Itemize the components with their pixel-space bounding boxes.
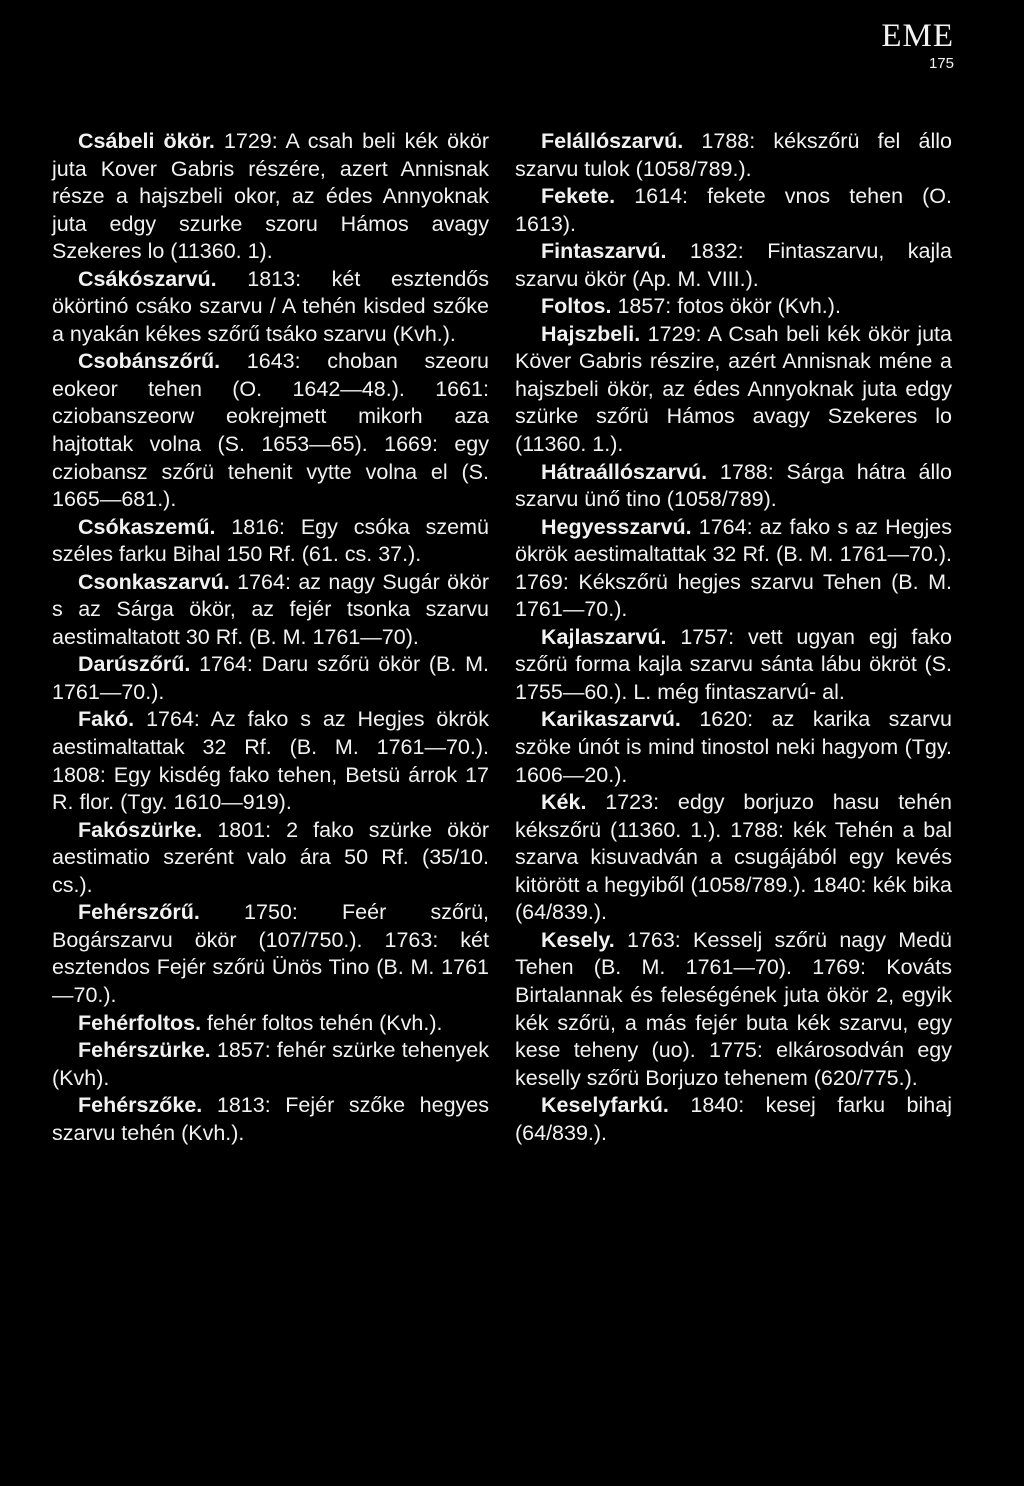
entry-headword: Fehérszürke.	[78, 1038, 211, 1063]
entry-headword: Fakó.	[78, 707, 135, 732]
entry-text: 1764: az nagy Sugár ökör s az Sárga ökör, az fejér tsonka szarvu aestimaltatott 30 Rf. (B. M. 1761—70).	[52, 569, 489, 649]
dictionary-entry	[515, 128, 952, 183]
entry-headword: Csábeli ökör.	[78, 129, 215, 153]
entry-text: 1788: kékszőrü fel állo szarvu tulok (1058/789.).	[515, 129, 952, 181]
entry-headword: Fehérszőke.	[78, 1093, 203, 1118]
entry-text: 1857: fehér szürke tehenyek (Kvh).	[52, 1038, 489, 1090]
running-head: EME	[881, 18, 954, 54]
dictionary-entry	[52, 706, 489, 816]
entry-headword: Csákószarvú.	[78, 266, 217, 291]
entry-text: 1723: edgy borjuzo hasu tehén kékszőrü (11360. 1.). 1788: kék Tehén a bal szarva kisuvadván a csugájából egy kevés kitörött a hegyiből (1058/789.). 1840: kék bika (64/839.).	[515, 790, 952, 925]
entry-headword: Kék.	[541, 790, 587, 815]
entry-headword: Fintaszarvú.	[541, 239, 667, 264]
entry-headword: Foltos.	[541, 294, 612, 319]
entry-headword: Kajlaszarvú.	[541, 624, 667, 649]
dictionary-entry	[515, 927, 952, 1092]
entry-headword: Csókaszemű.	[78, 514, 216, 539]
entry-text: 1832: Fintaszarvu, kajla szarvu ökör (Ap. M. VIII.).	[515, 239, 952, 291]
entry-text: 1764: Daru szőrü ökör (B. M. 1761—70.).	[52, 652, 489, 704]
entry-text: 1764: Az fako s az Hegjes ökrök aestimaltattak 32 Rf. (B. M. 1761—70.). 1808: Egy kisdég fako tehen, Betsü árrok 17 R. flor. (Tgy. 1610—919).	[52, 707, 489, 815]
entry-text: 1764: az fako s az Hegjes ökrök aestimaltattak 32 Rf. (B. M. 1761—70.). 1769: Kékszőrü hegjes szarvu Tehen (B. M. 1761—70.).	[515, 514, 952, 622]
page-number: 175	[928, 55, 954, 73]
page-header	[834, 18, 954, 73]
entry-text: 1620: az karika szarvu szöke únót is mind tinostol neki hagyom (Tgy. 1606—20.).	[515, 707, 952, 787]
dictionary-entry	[52, 569, 489, 652]
entry-headword: Fekete.	[541, 184, 616, 209]
entry-headword: Hátraállószarvú.	[541, 459, 708, 484]
entry-text: 1750: Feér szőrü, Bogárszarvu ökör (107/750.). 1763: két esztendos Fejér szőrü Ünös Tino (B. M. 1761—70.).	[52, 900, 489, 1007]
entry-headword: Csobánszőrű.	[78, 349, 221, 374]
dictionary-entry	[52, 128, 489, 266]
dictionary-entry	[52, 651, 489, 706]
entry-headword: Kesely.	[541, 927, 615, 952]
dictionary-entry	[515, 183, 952, 238]
dictionary-entry	[52, 514, 489, 569]
entry-headword: Karikaszarvú.	[541, 707, 681, 732]
entry-text: 1801: 2 fako szürke ökör aestimatio szerént valo ára 50 Rf. (35/10. cs.).	[52, 817, 489, 897]
entry-headword: Fehérszőrű.	[78, 900, 200, 925]
entry-text: 1757: vett ugyan egj fako szőrü forma kajla szarvu sánta lábu ökröt (S. 1755—60.). L. még fintaszarvú- al.	[515, 624, 952, 704]
entry-text: 1729: A csah beli kék ökör juta Kover Gabris részére, azert Annisnak része a hajszbeli okor, az édes Annyoknak juta edgy szurke szoru Hámos avagy Szekeres lo (11360. 1).	[52, 129, 489, 264]
dictionary-entry	[515, 706, 952, 789]
dictionary-entry	[52, 266, 489, 349]
left-column	[52, 128, 489, 1147]
dictionary-entry	[515, 789, 952, 927]
dictionary-entry	[52, 1010, 489, 1038]
entry-headword: Felállószarvú.	[541, 129, 684, 153]
entry-text: 1729: A Csah beli kék ökör juta Köver Gabris részire, azért Annisnak méne a hajszbeli ökör, az édes Annyoknak juta edgy szürke szőrü Hámos avagy Szekeres lo (11360. 1.).	[515, 321, 952, 457]
dictionary-entry	[52, 1092, 489, 1147]
entry-headword: Keselyfarkú.	[541, 1093, 669, 1118]
dictionary-entry	[515, 1092, 952, 1147]
dictionary-entry	[515, 514, 952, 624]
entry-text: 1643: choban szeoru eokeor tehen (O. 1642—48.). 1661: cziobanszeorw eokrejmett mikorh aza hajtottak volna (S. 1653—65). 1669: egy cziobansz szőrü tehenit vytte volna el (S. 1665—681.).	[52, 349, 489, 512]
dictionary-entry	[52, 899, 489, 1009]
entry-text: 1763: Kesselj szőrü nagy Medü Tehen (B. M. 1761—70). 1769: Kováts Birtalannak és feleségének juta ökör 2, egyik kék szőrü, a más fejér buta kék szarvu, egy kese teheny (uo). 1775: elkárosodván egy keselly szőrü Borjuzo tehenem (620/775.).	[515, 927, 952, 1090]
entry-text: fehér foltos tehén (Kvh.).	[201, 1010, 443, 1035]
dictionary-entry	[52, 348, 489, 513]
entry-text: 1813: Fejér szőke hegyes szarvu tehén (Kvh.).	[52, 1093, 489, 1145]
dictionary-entry	[515, 459, 952, 514]
entry-text: 1614: fekete vnos tehen (O. 1613).	[515, 184, 952, 236]
right-column	[515, 128, 952, 1147]
entry-headword: Fakószürke.	[78, 817, 203, 842]
entry-headword: Hajszbeli.	[541, 321, 641, 346]
dictionary-entry	[52, 817, 489, 900]
entry-text: 1788: Sárga hátra állo szarvu ünő tino (1058/789).	[515, 459, 952, 512]
dictionary-entry	[52, 1037, 489, 1092]
entry-text: 1840: kesej farku bihaj (64/839.).	[515, 1093, 952, 1145]
entry-headword: Darúszőrű.	[78, 652, 191, 677]
entry-headword: Fehérfoltos.	[78, 1010, 202, 1035]
dictionary-entry	[515, 624, 952, 707]
dictionary-entry	[515, 293, 952, 321]
entry-text: 1813: két esztendős ökörtinó csáko szarvu / A tehén kisded szőke a nyakán kékes szőrű tsáko szarvu (Kvh.).	[52, 266, 489, 346]
entry-text: 1816: Egy csóka szemü széles farku Bihal 150 Rf. (61. cs. 37.).	[52, 514, 489, 567]
dictionary-entry	[515, 238, 952, 293]
entry-headword: Csonkaszarvú.	[78, 569, 230, 594]
entry-headword: Hegyesszarvú.	[541, 514, 692, 539]
dictionary-entry	[515, 321, 952, 459]
entry-text: 1857: fotos ökör (Kvh.).	[611, 294, 841, 319]
